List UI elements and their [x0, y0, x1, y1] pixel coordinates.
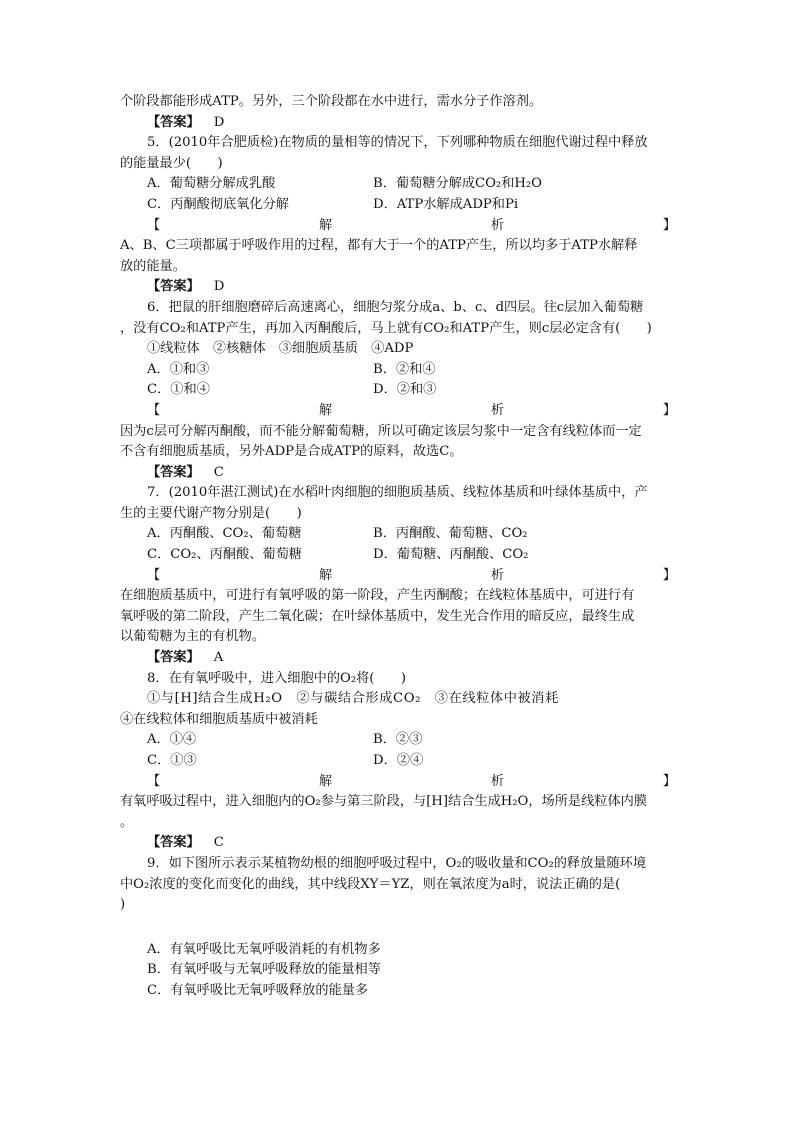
option-c: C．有氧呼吸比无氧呼吸释放的能量多	[147, 982, 369, 998]
question-9-stem: 9．如下图所示表示某植物幼根的细胞呼吸过程中，O₂的吸收量和CO₂的释放量随环境	[147, 855, 647, 871]
explanation-text: 放的能量。	[120, 258, 186, 274]
answer-value: D	[213, 114, 225, 130]
explanation-bracket-open: 【	[147, 567, 161, 583]
answer-line	[120, 113, 676, 134]
option-c: C．丙酮酸彻底氧化分解	[147, 196, 289, 212]
explanation-text: 因为c层可分解丙酮酸，而不能分解葡萄糖，所以可确定该层匀浆中一定含有线粒体而一定	[120, 423, 642, 439]
answer-value: C	[213, 464, 224, 480]
explanation-text: 不含有细胞质基质，另外ADP是合成ATP的原料，故选C。	[120, 444, 463, 460]
explanation-char-xi: 析	[490, 402, 505, 418]
question-8-options-row	[120, 751, 676, 772]
question-7-options-row	[120, 524, 676, 545]
explanation-bracket-close: 】	[662, 402, 676, 418]
option-c: C．CO₂、丙酮酸、葡萄糖	[147, 547, 302, 563]
explanation-bracket-open: 【	[147, 773, 161, 789]
explanation-char-xi: 析	[490, 567, 505, 583]
option-d: D．ATP水解成ADP和Pi	[373, 196, 519, 212]
answer-value: C	[213, 835, 224, 851]
figure-gap	[120, 916, 676, 940]
explanation-text: 。	[120, 814, 134, 830]
explanation-bracket-open: 【	[147, 402, 161, 418]
option-c: C．①③	[147, 753, 197, 768]
option-b: B．②③	[373, 732, 423, 748]
text-line: 个阶段都能形成ATP。另外，三个阶段都在水中进行，需水分子作溶剂。	[120, 94, 543, 109]
explanation-text: A、B、C三项都属于呼吸作用的过程，都有大于一个的ATP产生，所以均多于ATP水解释	[120, 238, 638, 254]
answer-line	[120, 648, 676, 669]
question-6-stem-cont: ，没有CO₂和ATP产生，再加入丙酮酸后，马上就有CO₂和ATP产生，则c层必定含有( )	[120, 320, 652, 336]
option-d: D．②④	[373, 753, 424, 768]
option-b: B．丙酮酸、葡萄糖、CO₂	[373, 526, 528, 542]
option-b: B．葡萄糖分解成CO₂和H₂O	[373, 176, 542, 192]
question-6-items: ①线粒体 ②核糖体 ③细胞质基质 ④ADP	[147, 341, 414, 357]
question-6-options-row	[120, 380, 676, 401]
explanation-char-jie: 解	[318, 402, 333, 418]
question-5-stem-cont: 的能量最少( )	[120, 155, 223, 171]
explanation-bracket-open: 【	[147, 217, 161, 233]
question-6-stem: 6．把鼠的肝细胞磨碎后高速离心，细胞匀浆分成a、b、c、d四层。往c层加入葡萄糖	[147, 299, 644, 315]
explanation-text: 氧呼吸的第二阶段，产生二氧化碳；在叶绿体基质中，发生光合作用的暗反应，最终生成	[120, 608, 635, 624]
answer-value: A	[213, 650, 224, 666]
explanation-bracket-close: 】	[662, 217, 676, 233]
answer-value: D	[213, 279, 225, 295]
question-8-items-cont: ④在线粒体和细胞质基质中被消耗	[120, 711, 318, 727]
question-5-stem: 5．(2010年合肥质检)在物质的量相等的情况下，下列哪种物质在细胞代谢过程中释放	[147, 135, 648, 151]
explanation-heading	[120, 772, 676, 793]
explanation-heading	[120, 401, 676, 422]
option-a: A．有氧呼吸比无氧呼吸消耗的有机物多	[147, 941, 381, 957]
explanation-char-jie: 解	[318, 217, 333, 233]
question-8-stem: 8．在有氧呼吸中，进入细胞中的O₂将( )	[147, 670, 406, 686]
explanation-bracket-close: 】	[662, 567, 676, 583]
question-9-stem-cont: )	[120, 897, 126, 913]
explanation-heading	[120, 216, 676, 237]
option-a: A．丙酮酸、CO₂、葡萄糖	[147, 526, 302, 542]
explanation-char-jie: 解	[318, 773, 333, 789]
explanation-char-jie: 解	[318, 567, 333, 583]
explanation-heading	[120, 566, 676, 587]
option-a: A．葡萄糖分解成乳酸	[147, 176, 276, 192]
explanation-text: 有氧呼吸过程中，进入细胞内的O₂参与第三阶段，与[H]结合生成H₂O，场所是线粒体内膜	[120, 794, 648, 810]
question-9-stem-cont: 中O₂浓度的变化而变化的曲线，其中线段XY＝YZ，则在氧浓度为a时，说法正确的是(	[120, 876, 621, 892]
question-8-items: ①与[H]结合生成H₂O ②与碳结合形成CO₂ ③在线粒体中被消耗	[147, 691, 559, 707]
question-6-options-row	[120, 360, 676, 381]
option-b: B．有氧呼吸与无氧呼吸释放的能量相等	[147, 962, 381, 978]
question-5-options-row	[120, 195, 676, 216]
explanation-char-xi: 析	[490, 773, 505, 789]
answer-line	[120, 833, 676, 854]
answer-line	[120, 277, 676, 298]
answer-label: 【答案】	[147, 835, 200, 851]
question-7-stem: 7．(2010年湛江测试)在水稻叶肉细胞的细胞质基质、线粒体基质和叶绿体基质中，产	[147, 485, 648, 501]
option-d: D．②和③	[373, 382, 437, 398]
option-b: B．②和④	[373, 361, 436, 377]
question-5-options-row	[120, 174, 676, 195]
explanation-char-xi: 析	[490, 217, 505, 233]
explanation-text: 以葡萄糖为主的有机物。	[120, 629, 266, 645]
answer-label: 【答案】	[147, 279, 200, 295]
answer-label: 【答案】	[147, 464, 200, 480]
option-d: D．葡萄糖、丙酮酸、CO₂	[373, 547, 529, 563]
answer-line	[120, 463, 676, 484]
question-7-options-row	[120, 545, 676, 566]
question-8-options-row	[120, 730, 676, 751]
explanation-text: 在细胞质基质中，可进行有氧呼吸的第一阶段，产生丙酮酸；在线粒体基质中，可进行有	[120, 588, 635, 604]
option-a: A．①和③	[147, 361, 210, 377]
answer-label: 【答案】	[147, 650, 200, 666]
answer-label: 【答案】	[147, 114, 200, 130]
option-c: C．①和④	[147, 382, 210, 398]
question-7-stem-cont: 生的主要代谢产物分别是( )	[120, 505, 302, 521]
document-page	[120, 92, 676, 1002]
option-a: A．①④	[147, 732, 197, 748]
explanation-bracket-close: 】	[662, 773, 676, 789]
